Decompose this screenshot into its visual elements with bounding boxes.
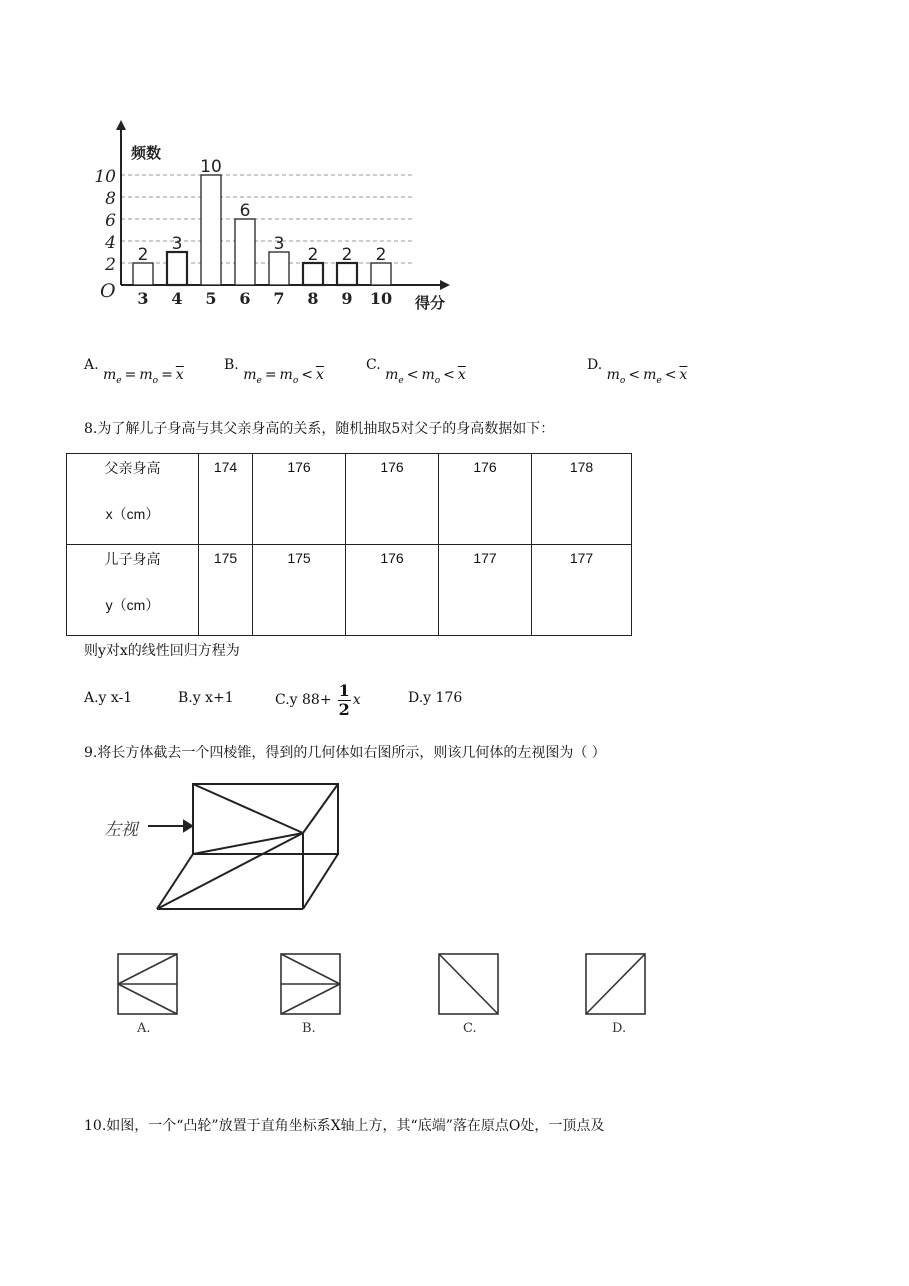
choice-a-diag2: [118, 984, 177, 1014]
left-view-label: 左视: [104, 820, 138, 840]
bar: [235, 219, 255, 285]
choice-d-label: D.: [612, 1021, 627, 1036]
father-value-1: 174: [199, 454, 253, 545]
q7-option-d-formula: $m_o < m_e < \overline{x}$: [606, 367, 688, 386]
view-arrow-head: [184, 821, 192, 831]
choice-b-label: B.: [302, 1021, 316, 1036]
q8-option-c-fraction: [338, 682, 351, 719]
father-header-cell: [67, 454, 199, 545]
choice-d-diag: [586, 954, 645, 1014]
solid-figure: [100, 775, 380, 920]
bar-value-label: 2: [137, 245, 149, 265]
bar-value-label: 2: [375, 245, 387, 265]
bar: [167, 252, 187, 285]
bar: [371, 263, 391, 285]
q7-option-a: [84, 357, 184, 386]
q7-option-b-label: B.: [224, 357, 239, 373]
bar: [269, 252, 289, 285]
son-value-4: 177: [439, 545, 532, 636]
q8-followup: 则y对x的线性回归方程为: [84, 643, 240, 659]
q8-stem: 8.为了解儿子身高与其父亲身高的关系，随机抽取5对父子的身高数据如下：: [84, 421, 555, 437]
father-label-2: x（cm）: [105, 506, 160, 522]
q7-option-c-formula: $m_e < m_o < \overline{x}$: [385, 367, 466, 386]
q7-option-b-formula: $m_e = m_o < \overline{x}$: [243, 367, 324, 386]
choice-c-label: C.: [463, 1021, 477, 1036]
x-tick-label: 5: [205, 289, 217, 308]
y-tick-label: 2: [105, 255, 116, 275]
bar: [133, 263, 153, 285]
x-tick-label: 9: [341, 289, 353, 308]
x-tick-label: 7: [273, 289, 285, 308]
son-value-3: 176: [346, 545, 439, 636]
height-data-table: [66, 453, 632, 636]
son-value-1: 175: [199, 545, 253, 636]
bar-value-label: 2: [341, 245, 353, 265]
y-tick-label: 6: [105, 211, 116, 231]
table-row-son: [67, 545, 632, 636]
father-value-2: 176: [253, 454, 346, 545]
x-tick-label: 4: [171, 289, 183, 308]
q7-option-b: [224, 357, 324, 386]
bar-value-label: 3: [273, 234, 285, 254]
q7-option-c-label: C.: [366, 357, 381, 373]
son-value-2: 175: [253, 545, 346, 636]
x-tick-label: 10: [369, 289, 393, 308]
q8-option-c: [275, 678, 361, 722]
father-value-5: 178: [532, 454, 632, 545]
son-value-5: 177: [532, 545, 632, 636]
bottom-right-edge: [303, 854, 338, 909]
apex-edge-3: [193, 833, 303, 854]
fraction-denominator: 2: [338, 699, 350, 719]
choice-b-diag2: [281, 984, 340, 1014]
bar-value-label: 10: [200, 157, 222, 177]
q7-option-a-formula: $m_e = m_o = \overline{x}$: [103, 367, 184, 386]
bar: [303, 263, 323, 285]
choice-b-diag1: [281, 954, 340, 984]
q8-option-b: B.y x+1: [178, 690, 234, 706]
y-axis-title: 频数: [131, 144, 162, 162]
x-tick-label: 8: [307, 289, 319, 308]
bar: [201, 175, 221, 285]
apex-edge-4: [157, 833, 303, 909]
y-tick-label: 8: [105, 189, 116, 209]
q8-option-c-prefix: C.y 88+: [275, 692, 332, 708]
apex-edge-2: [193, 784, 303, 833]
father-value-3: 176: [346, 454, 439, 545]
frequency-bar-chart: [0, 0, 909, 330]
y-tick-label: 10: [94, 167, 116, 187]
son-header-cell: [67, 545, 199, 636]
father-label-1: 父亲身高: [104, 460, 161, 476]
choice-a-label: A.: [137, 1021, 151, 1036]
bar: [337, 263, 357, 285]
x-tick-label: 3: [137, 289, 149, 308]
choice-a-diag1: [118, 954, 177, 984]
son-label-1: 儿子身高: [104, 551, 161, 567]
q8-option-c-variable: x: [352, 692, 361, 708]
q9-stem: 9.将长方体截去一个四棱锥，得到的几何体如右图所示，则该几何体的左视图为（ ）: [84, 745, 606, 761]
q7-option-d-label: D.: [587, 357, 603, 373]
q8-option-d: D.y 176: [408, 690, 463, 706]
apex-edge-1: [303, 784, 338, 833]
y-tick-label: 4: [105, 233, 116, 253]
y-axis-arrow: [116, 120, 126, 130]
fraction-numerator: 1: [338, 680, 350, 700]
q7-option-c: [366, 357, 466, 386]
origin-label: O: [100, 280, 116, 302]
view-choices: [100, 945, 700, 1045]
x-axis-title: 得分: [415, 294, 446, 312]
q8-option-a: A.y x-1: [84, 690, 133, 706]
q10-stem: 10.如图，一个“凸轮”放置于直角坐标系X轴上方，其“底端”落在原点O处，一顶点及: [84, 1118, 605, 1134]
bar-value-label: 3: [171, 234, 183, 254]
father-value-4: 176: [439, 454, 532, 545]
q7-option-a-label: A.: [84, 357, 99, 373]
x-tick-label: 6: [239, 289, 251, 308]
bar-value-label: 2: [307, 245, 319, 265]
x-axis-arrow: [440, 280, 450, 290]
q7-option-d: [587, 357, 688, 386]
bar-value-label: 6: [239, 201, 251, 221]
table-row-father: [67, 454, 632, 545]
choice-c-diag: [439, 954, 498, 1014]
son-label-2: y（cm）: [105, 597, 160, 613]
